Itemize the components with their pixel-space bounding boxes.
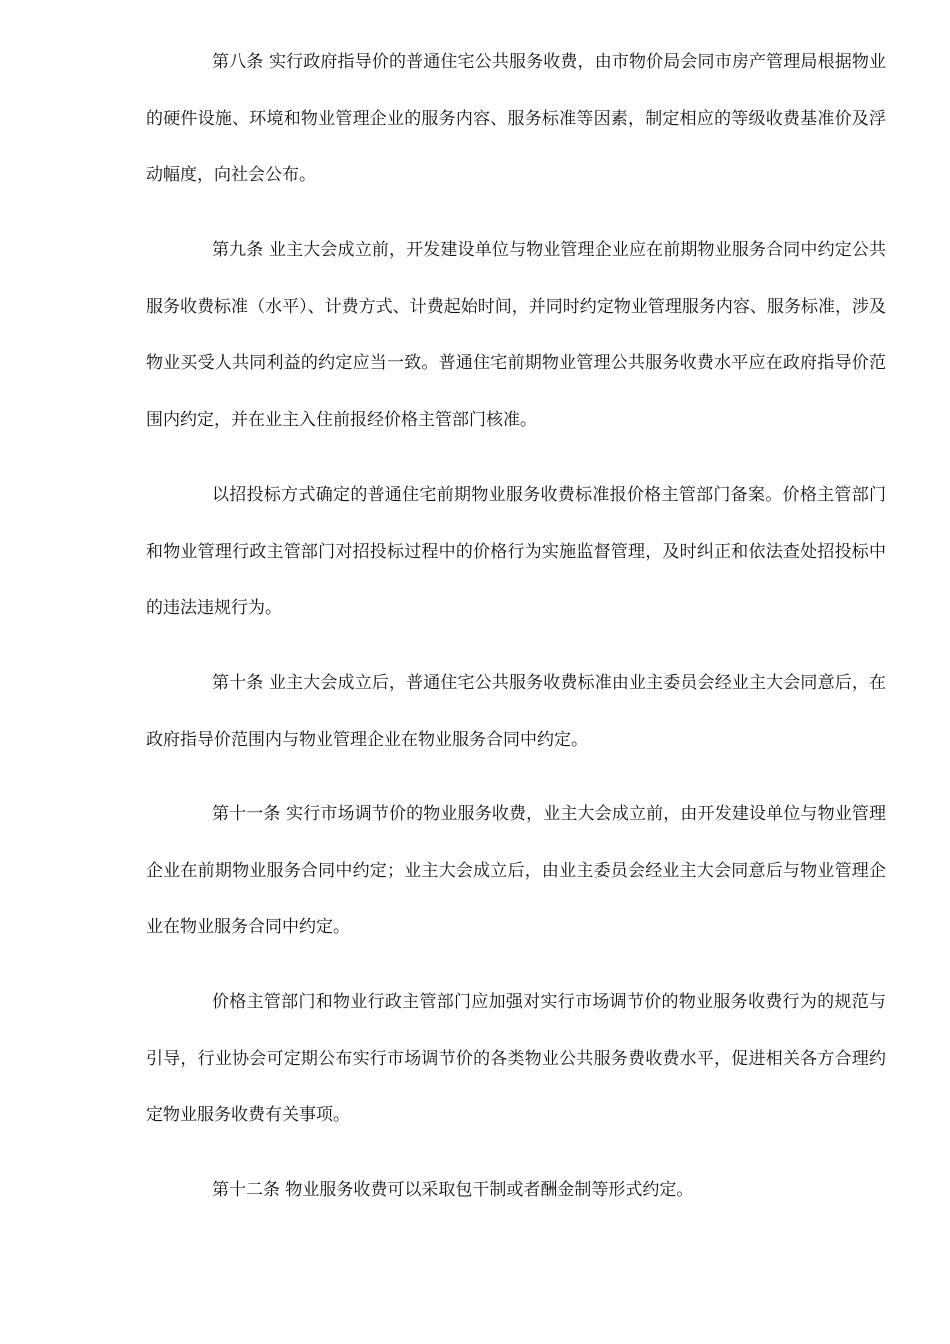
price-regulation-paragraph: 价格主管部门和物业行政主管部门应加强对实行市场调节价的物业服务收费行为的规范与引导，行业协会可定期公布实行市场调节价的各类物业公共服务费收费水平，促进相关各方合理约定物业服务收费有关事项。	[146, 992, 886, 1125]
article-11-paragraph: 第十一条 实行市场调节价的物业服务收费，业主大会成立前，由开发建设单位与物业管理企业在前期物业服务合同中约定；业主大会成立后，由业主委员会经业主大会同意后与物业管理企业在物业服务合同中约定。	[146, 804, 886, 937]
article-8-paragraph: 第八条 实行政府指导价的普通住宅公共服务收费，由市物价局会同市房产管理局根据物业的硬件设施、环境和物业管理企业的服务内容、服务标准等因素，制定相应的等级收费基准价及浮动幅度，向社会公布。	[146, 52, 886, 185]
article-9-paragraph: 第九条 业主大会成立前，开发建设单位与物业管理企业应在前期物业服务合同中约定公共服务收费标准（水平）、计费方式、计费起始时间，并同时约定物业管理服务内容、服务标准，涉及物业买受人共同利益的约定应当一致。普通住宅前期物业管理公共服务收费水平应在政府指导价范围内约定，并在业主入住前报经价格主管部门核准。	[146, 240, 886, 430]
bidding-paragraph: 以招投标方式确定的普通住宅前期物业服务收费标准报价格主管部门备案。价格主管部门和物业管理行政主管部门对招投标过程中的价格行为实施监督管理，及时纠正和依法查处招投标中的违法违规行为。	[146, 485, 886, 618]
article-12-paragraph: 第十二条 物业服务收费可以采取包干制或者酬金制等形式约定。	[212, 1180, 694, 1200]
article-10-paragraph: 第十条 业主大会成立后，普通住宅公共服务收费标准由业主委员会经业主大会同意后，在政府指导价范围内与物业管理企业在物业服务合同中约定。	[146, 673, 886, 750]
